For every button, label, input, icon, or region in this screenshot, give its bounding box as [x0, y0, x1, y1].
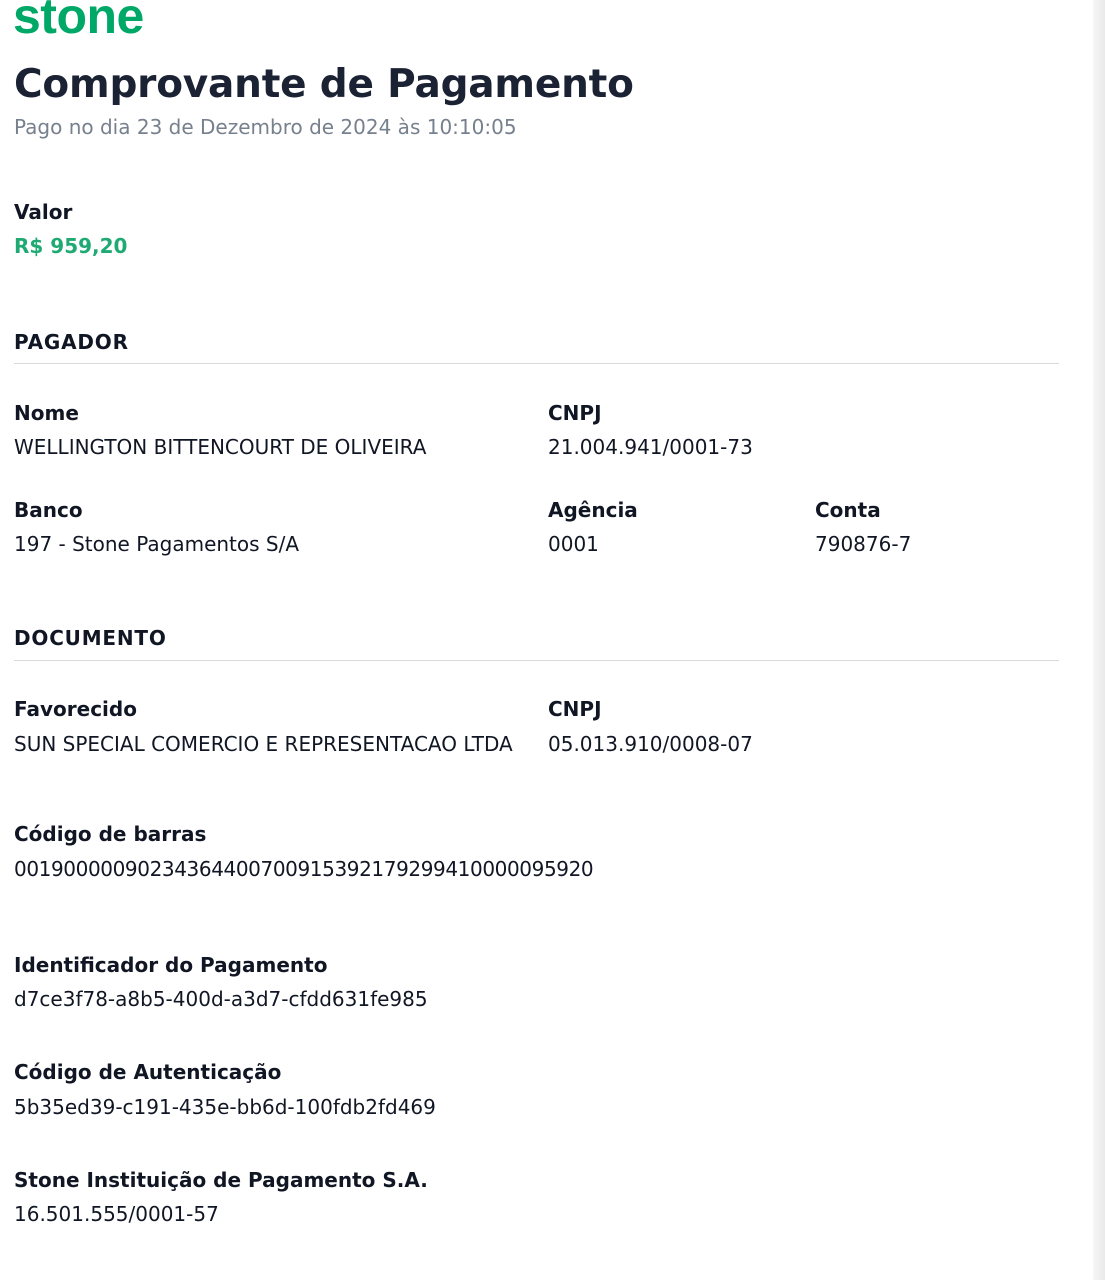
payer-name-label: Nome [14, 401, 79, 425]
payment-datetime: Pago no dia 23 de Dezembro de 2024 às 10:10:05 [14, 115, 517, 139]
payer-name-value: WELLINGTON BITTENCOURT DE OLIVEIRA [14, 435, 427, 459]
payer-divider [14, 363, 1059, 364]
payer-account-value: 790876-7 [815, 532, 912, 556]
document-divider [14, 660, 1059, 661]
payer-agency-value: 0001 [548, 532, 599, 556]
payer-cnpj-label: CNPJ [548, 401, 602, 425]
beneficiary-value: SUN SPECIAL COMERCIO E REPRESENTACAO LTDA [14, 732, 513, 756]
auth-code-label: Código de Autenticação [14, 1060, 282, 1084]
payer-account-label: Conta [815, 498, 881, 522]
institution-cnpj: 16.501.555/0001-57 [14, 1202, 219, 1226]
payer-cnpj-value: 21.004.941/0001-73 [548, 435, 753, 459]
barcode-value: 00190000090234364400700915392179299410000095920 [14, 857, 594, 881]
document-section-title: DOCUMENTO [14, 626, 167, 650]
amount-label: Valor [14, 200, 73, 224]
payment-id-label: Identificador do Pagamento [14, 953, 328, 977]
barcode-label: Código de barras [14, 822, 207, 846]
beneficiary-cnpj-label: CNPJ [548, 697, 602, 721]
payer-section-title: PAGADOR [14, 330, 129, 354]
payment-id-value: d7ce3f78-a8b5-400d-a3d7-cfdd631fe985 [14, 987, 428, 1011]
stone-logo: stone [13, 0, 144, 44]
payer-agency-label: Agência [548, 498, 638, 522]
auth-code-value: 5b35ed39-c191-435e-bb6d-100fdb2fd469 [14, 1095, 436, 1119]
beneficiary-label: Favorecido [14, 697, 137, 721]
institution-name: Stone Instituição de Pagamento S.A. [14, 1168, 428, 1192]
page-edge-shadow [1093, 0, 1105, 1280]
receipt-page [14, 0, 1059, 1280]
beneficiary-cnpj-value: 05.013.910/0008-07 [548, 732, 753, 756]
payer-bank-label: Banco [14, 498, 83, 522]
amount-value: R$ 959,20 [14, 234, 128, 258]
payer-bank-value: 197 - Stone Pagamentos S/A [14, 532, 300, 556]
page-title: Comprovante de Pagamento [14, 62, 634, 107]
